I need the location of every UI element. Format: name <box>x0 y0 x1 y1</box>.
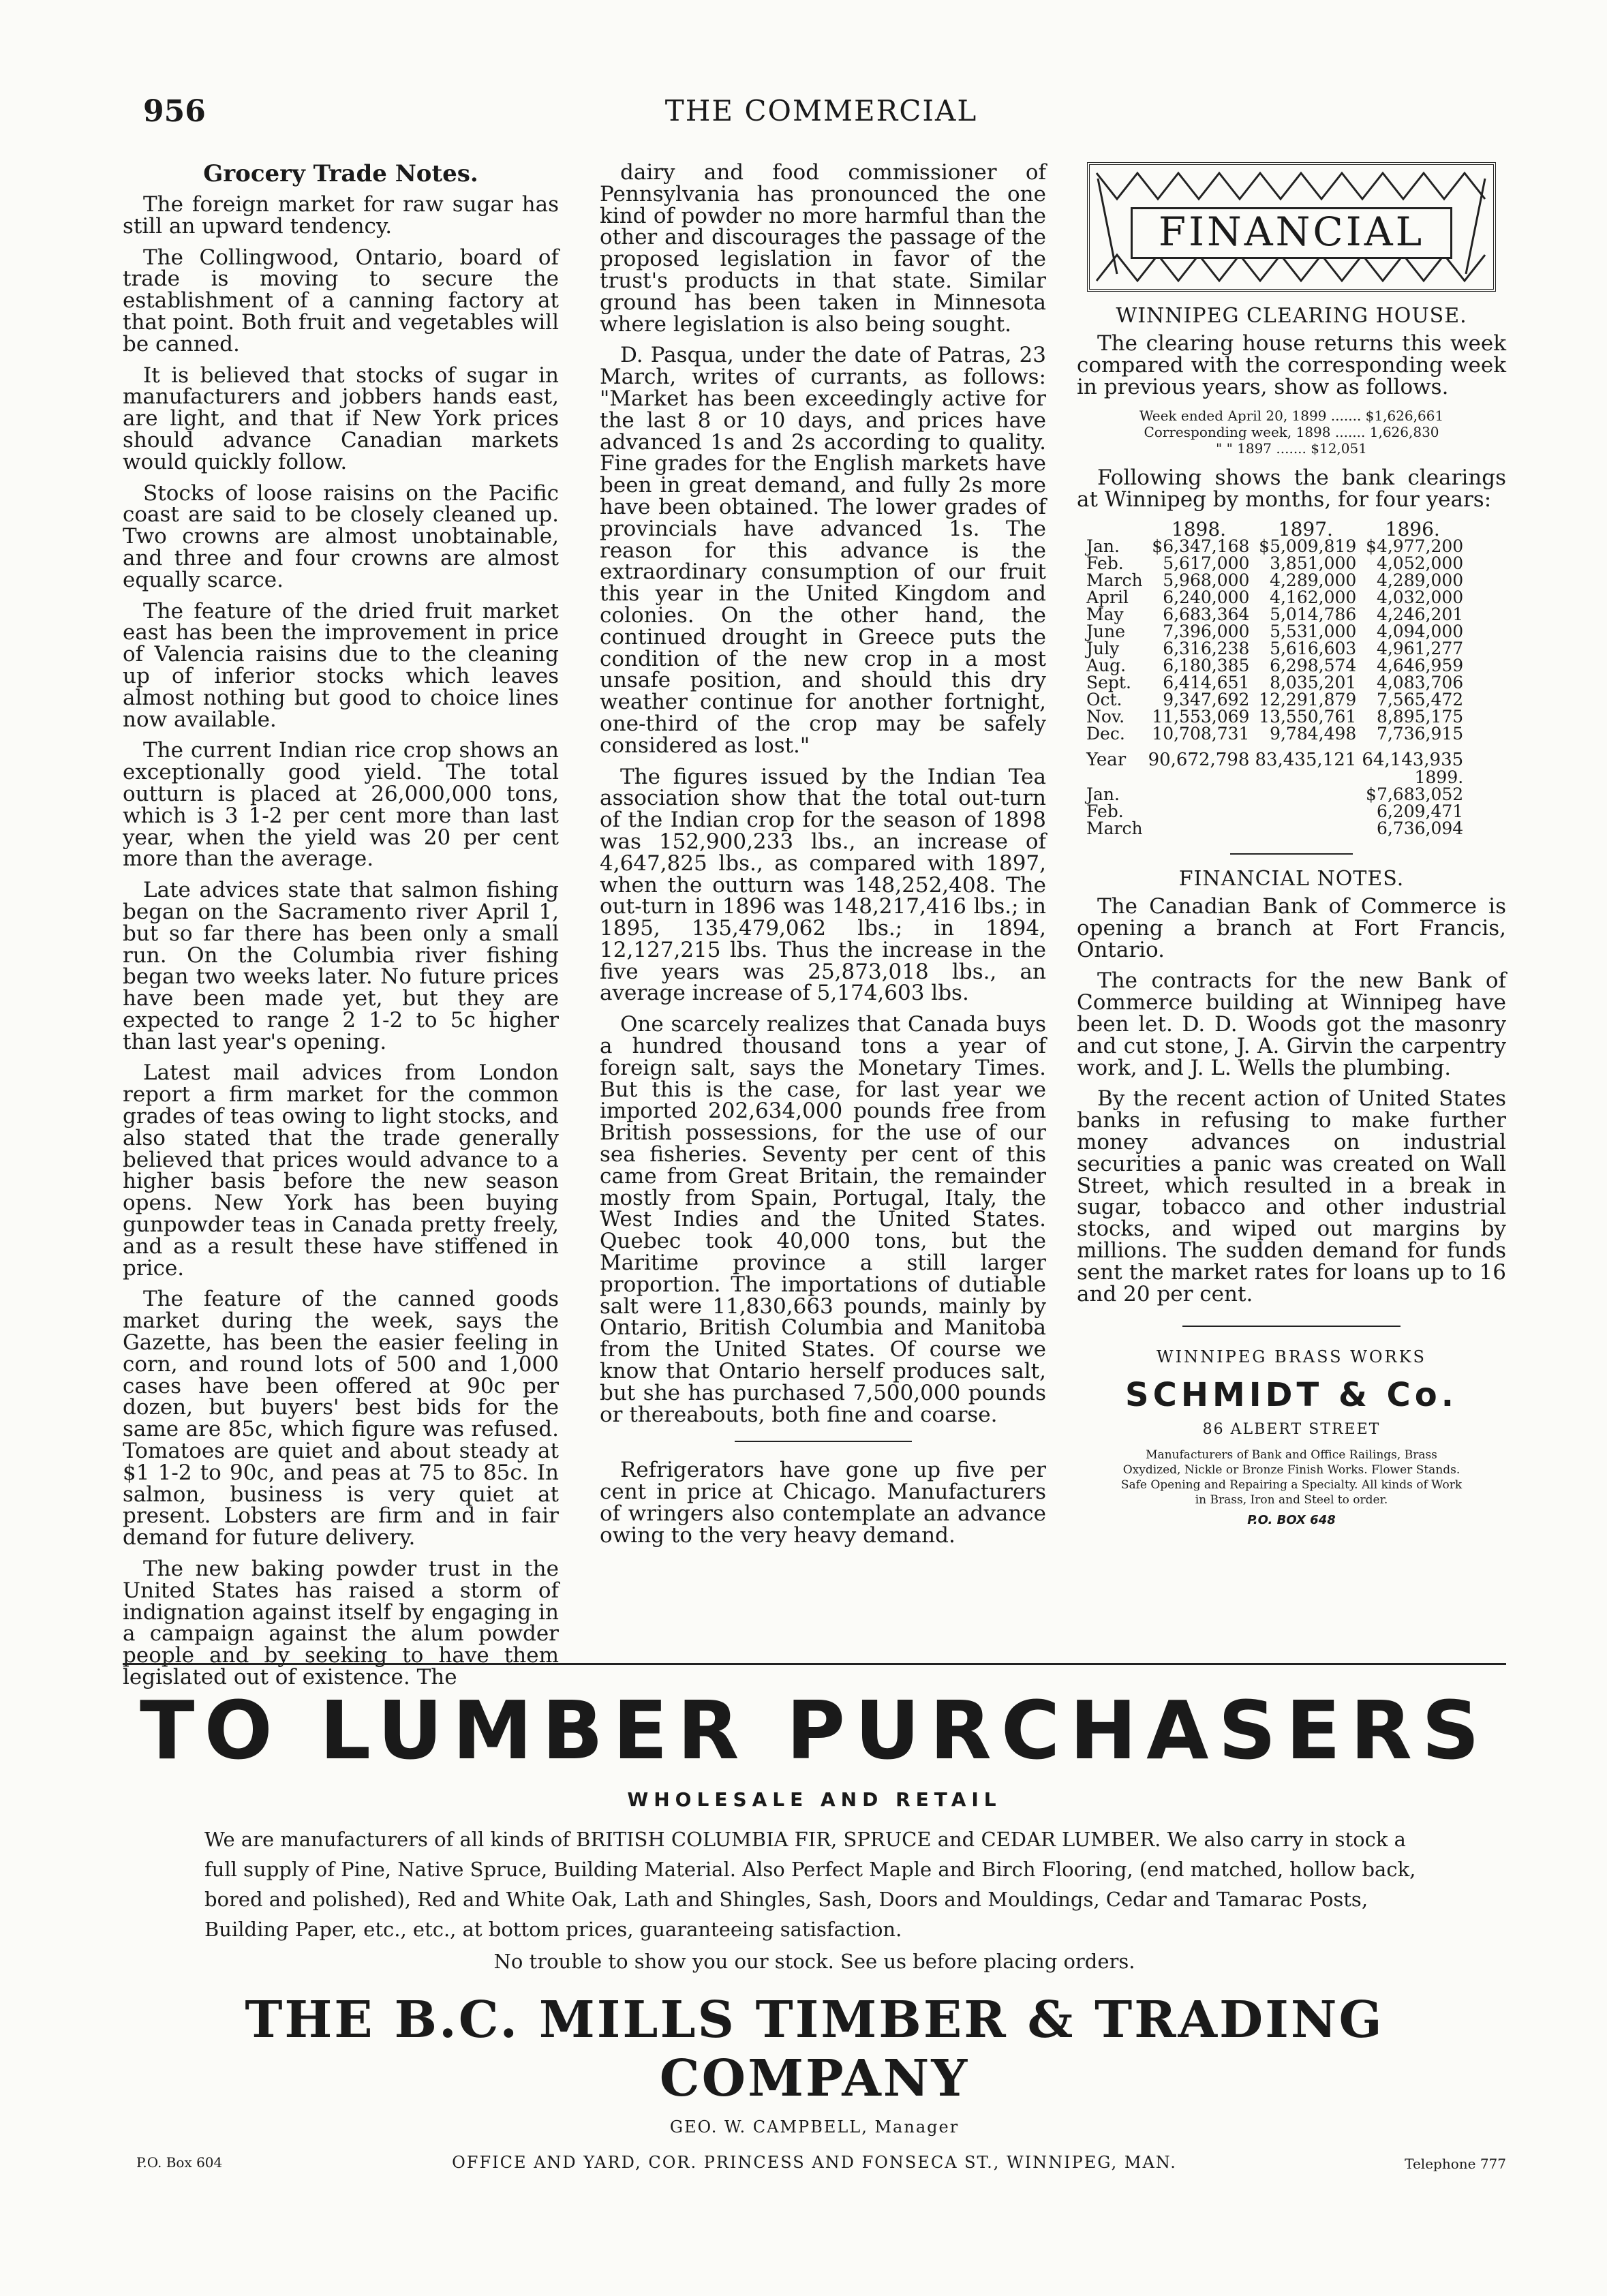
column-divider <box>1182 1326 1401 1327</box>
clearing-intro: The clearing house returns this week compared with the corresponding week in previous years, show as follows. <box>1077 331 1506 399</box>
financial-notes <box>1077 893 1506 1306</box>
table-header-row <box>1084 521 1466 538</box>
lumber-office-address: OFFICE AND YARD, COR. PRINCESS AND FONSECA ST., WINNIPEG, MAN. <box>452 2153 1177 2172</box>
table-row: Feb. 5,617,000 3,851,000 4,052,000 <box>1086 553 1464 573</box>
table-row: March 5,968,000 4,289,000 4,289,000 <box>1086 570 1464 590</box>
column-divider <box>735 1441 912 1442</box>
table-row: Jan. $7,683,052 <box>1086 784 1464 804</box>
grocery-paragraph: The current Indian rice crop shows an exceptionally good yield. The total outturn is placed at 26,000,000 tons, which is 3 1-2 per cent more than last year, when the yield was 20 per cent more than the average. <box>123 738 559 872</box>
weekly-row: " " 1897 ....... $12,051 <box>1216 440 1367 457</box>
grocery-paragraph: The feature of the dried fruit market east has been the improvement in price of Valencia raisins due to the cleaning up of inferior stocks which leaves almost nothing but good to choice lines now available. <box>123 598 559 732</box>
year-header: 1897. <box>1278 517 1333 540</box>
grocery-paragraph: Stocks of loose raisins on the Pacific coast are said to be closely cleaned up. Two crowns are almost unobtainable, and three and four crowns are almost equally scarce. <box>123 480 559 592</box>
section-rule <box>123 1663 1506 1665</box>
grocery-paragraph: The Collingwood, Ontario, board of trade is moving to secure the establishment of a canning factory at that point. Both fruit and vegetables will be canned. <box>123 245 559 356</box>
lumber-ad <box>123 1683 1506 2182</box>
monthly-intro: Following shows the bank clearings at Winnipeg by months, for four years: <box>1077 465 1506 512</box>
brass-ad-name: SCHMIDT & Co. <box>1125 1376 1458 1415</box>
table-row: Feb. 6,209,471 <box>1086 801 1464 821</box>
table-row: April 6,240,000 4,162,000 4,032,000 <box>1086 587 1464 607</box>
column-divider <box>1230 853 1353 855</box>
table-row: Jan. $6,347,168 $5,009,819 $4,977,200 <box>1086 536 1464 556</box>
weekly-row: Week ended April 20, 1899 ....... $1,626,661 <box>1139 408 1444 425</box>
table-row: Aug. 6,180,385 6,298,574 4,646,959 <box>1086 655 1464 675</box>
grocery-paragraph: Latest mail advices from London report a firm market for the common grades of teas owing to light stocks, and also stated that the trade generally believed that prices would advance to a higher basis before the new season opens. New York has been buying gunpowder teas in Canada pretty freely, and as a result these have stiffened in price. <box>123 1060 559 1281</box>
grocery-paragraph: Late advices state that salmon fishing began on the Sacramento river April 1, but so far there has been only a small run. On the Columbia river fishing began two weeks later. No future prices have been made yet, but they are expected to range 2 1-2 to 5c higher than last year's opening. <box>123 878 559 1054</box>
table-row: Sept. 6,414,651 8,035,201 4,083,706 <box>1086 672 1464 692</box>
refrigerators-paragraph: Refrigerators have gone up five per cent in price at Chicago. Manufacturers of wringers also contemplate an advance owing to the very heavy demand. <box>600 1458 1046 1548</box>
lumber-ad-body: We are manufacturers of all kinds of BRITISH COLUMBIA FIR, SPRUCE and CEDAR LUMBER. We also carry in stock a full supply of Pine, Native Spruce, Building Material. Also Perfect Maple and Birch Flooring, (end matched, hollow back, bored and polished), Red and White Oak, Lath and Shingles, Sash, Doors and Mouldings, Cedar and Tamarac Posts, Building Paper, etc., etc., at bottom prices, guaranteeing satisfaction. <box>204 1828 1416 1941</box>
weekly-row: Corresponding week, 1898 ....... 1,626,830 <box>1144 424 1439 441</box>
grocery-paragraph: The foreign market for raw sugar has still an upward tendency. <box>123 192 559 239</box>
middle-paragraph: The figures issued by the Indian Tea association show that the total out-turn of the Indian crop for the season of 1898 was 152,900,233 lbs., an increase of 4,647,825 lbs., as compared with 1897, when the outturn was 148,252,408. The out-turn in 1896 was 148,217,416 lbs.; in 1895, 135,479,062 lbs.; in 1894, 12,127,215 lbs. Thus the increase in the five years was 25,873,018 lbs., an average increase of 5,174,603 lbs. <box>600 764 1046 1006</box>
lumber-po-box: P.O. Box 604 <box>136 2154 223 2171</box>
page-header <box>143 94 1499 135</box>
financial-note: The Canadian Bank of Commerce is opening a branch at Fort Francis, Ontario. <box>1077 893 1506 962</box>
grocery-paragraph: It is believed that stocks of sugar in manufacturers and jobbers hands east, are light, and that if New York prices should advance Canadian markets would quickly follow. <box>123 363 559 474</box>
year-header: 1896. <box>1385 517 1440 540</box>
lumber-ad-title: TO LUMBER PURCHASERS <box>140 1683 1489 1777</box>
brass-works-ad <box>1077 1347 1506 1527</box>
grocery-paragraph: The new baking powder trust in the United States has raised a storm of indignation against itself by engaging in a campaign against the alum powder people and by seeking to have them legislated out of existence. The <box>123 1557 559 1689</box>
months-1899-body <box>1084 786 1466 837</box>
publication-title: THE COMMERCIAL <box>664 94 978 127</box>
brass-ad-description: Manufacturers of Bank and Office Railings, Brass Oxydized, Nickle or Bronze Finish Works. Flower Stands. Safe Opening and Repairing a Specialty. All kinds of Work in Brass, Iron and Steel to order. <box>1120 1448 1463 1507</box>
brass-ad-po-box: P.O. BOX 648 <box>1247 1513 1336 1528</box>
lumber-ad-footer <box>123 2147 1506 2182</box>
brass-ad-street: 86 ALBERT STREET <box>1202 1421 1381 1439</box>
lumber-ad-tagline: No trouble to show you our stock. See us before placing orders. <box>493 1950 1135 1973</box>
year-1899-header-row: 1899. <box>1414 767 1464 787</box>
table-row: Nov. 11,553,069 13,550,761 8,895,175 <box>1086 706 1464 726</box>
middle-paragraph: dairy and food commissioner of Pennsylvania has pronounced the one kind of powder no more harmful than the other and discourages the passage of the proposed legislation in favor of the trust's products in that state. Similar ground has been taken in Minnesota where legislation is also being sought. <box>600 160 1046 337</box>
table-row: Oct. 9,347,692 12,291,879 7,565,472 <box>1086 689 1464 709</box>
company-manager: GEO. W. CAMPBELL, Manager <box>669 2117 960 2137</box>
monthly-clearings-table <box>1084 517 1466 838</box>
financial-note: By the recent action of United States banks in refusing to make further money advances on industrial securities a panic was created on Wall Street, which resulted in a break in sugar, tobacco and other industrial stocks, and wiped out margins by millions. The sudden demand for funds sent the market rates for loans up to 16 and 20 per cent. <box>1077 1086 1506 1306</box>
middle-paragraph: One scarcely realizes that Canada buys a hundred thousand tons a year of foreign salt, says the Monetary Times. But this is the case, for last year we imported 202,634,000 pounds free from British possessions, for the use of our sea fisheries. Seventy per cent of this came from Great Britain, the remainder mostly from Spain, Portugal, Italy, the West Indies and the United States. Quebec took 40,000 tons, but the Maritime province a still larger proportion. The importations of dutiable salt were 11,830,663 pounds, mainly by Ontario, British Columbia and Manitoba from the United States. Of course we know that Ontario herself produces salt, but she has purchased 7,500,000 pounds or thereabouts, both fine and coarse. <box>600 1012 1046 1427</box>
table-row: May 6,683,364 5,014,786 4,246,201 <box>1086 604 1464 624</box>
company-name: THE B.C. MILLS TIMBER & TRADING COMPANY <box>245 1991 1384 2108</box>
financial-banner <box>1087 162 1496 292</box>
lumber-telephone: Telephone 777 <box>1405 2156 1506 2172</box>
grocery-column <box>123 160 559 1698</box>
table-row: July 6,316,238 5,616,603 4,961,277 <box>1086 638 1464 658</box>
table-row: June 7,396,000 5,531,000 4,094,000 <box>1086 621 1464 641</box>
grocery-paragraph: The feature of the canned goods market during the week, says the Gazette, has been the easier feeling in corn, and round lots of 500 and 1,000 cases have been offered at 90c per dozen, but buyers' best bids for the same are 85c, which figure was refused. Tomatoes are quiet and about steady at $1 1-2 to 90c, and peas at 75 to 85c. In salmon, business is very quiet at present. Lobsters are firm and in fair demand for future delivery. <box>123 1287 559 1550</box>
grocery-heading: Grocery Trade Notes. <box>203 160 478 187</box>
middle-column <box>600 162 1046 1557</box>
financial-banner-text: FINANCIAL <box>1131 207 1452 259</box>
grocery-paragraphs <box>123 194 559 1689</box>
year-header: 1898. <box>1171 517 1227 540</box>
table-row: March 6,736,094 <box>1086 818 1464 838</box>
financial-note: The contracts for the new Bank of Commerce building at Winnipeg have been let. D. D. Woods got the masonry and cut stone, J. A. Girvin the carpentry work, and J. L. Wells the plumbing. <box>1077 968 1506 1080</box>
weekly-clearings <box>1077 408 1506 457</box>
year-total-row: Year 90,672,798 83,435,121 64,143,935 <box>1086 749 1464 770</box>
months-body <box>1084 538 1466 742</box>
financial-notes-heading: FINANCIAL NOTES. <box>1178 866 1405 891</box>
page-number: 956 <box>143 94 206 129</box>
clearing-house-heading: WINNIPEG CLEARING HOUSE. <box>1116 304 1467 328</box>
lumber-ad-subtitle: WHOLESALE AND RETAIL <box>627 1788 1002 1811</box>
table-row: Dec. 10,708,731 9,784,498 7,736,915 <box>1086 723 1464 744</box>
brass-ad-title: WINNIPEG BRASS WORKS <box>1156 1347 1426 1367</box>
financial-column <box>1077 162 1506 1527</box>
middle-paragraphs <box>600 162 1046 1426</box>
middle-paragraph: D. Pasqua, under the date of Patras, 23 March, writes of currants, as follows: "Market has been exceedingly active for the last 8 or 10 days, and prices have advanced 1s and 2s according to quality. Fine grades for the English markets have been in great demand, and fully 2s more have been obtained. The lower grades of provincials have advanced 1s. The reason for this advance is the extraordinary consumption of our fruit this year in the United Kingdom and colonies. On the other hand, the continued drought in Greece puts the condition of the new crop in a most unsafe position, and should this dry weather continue for another fortnight, one-third of the crop may be safely considered as lost." <box>600 343 1046 758</box>
